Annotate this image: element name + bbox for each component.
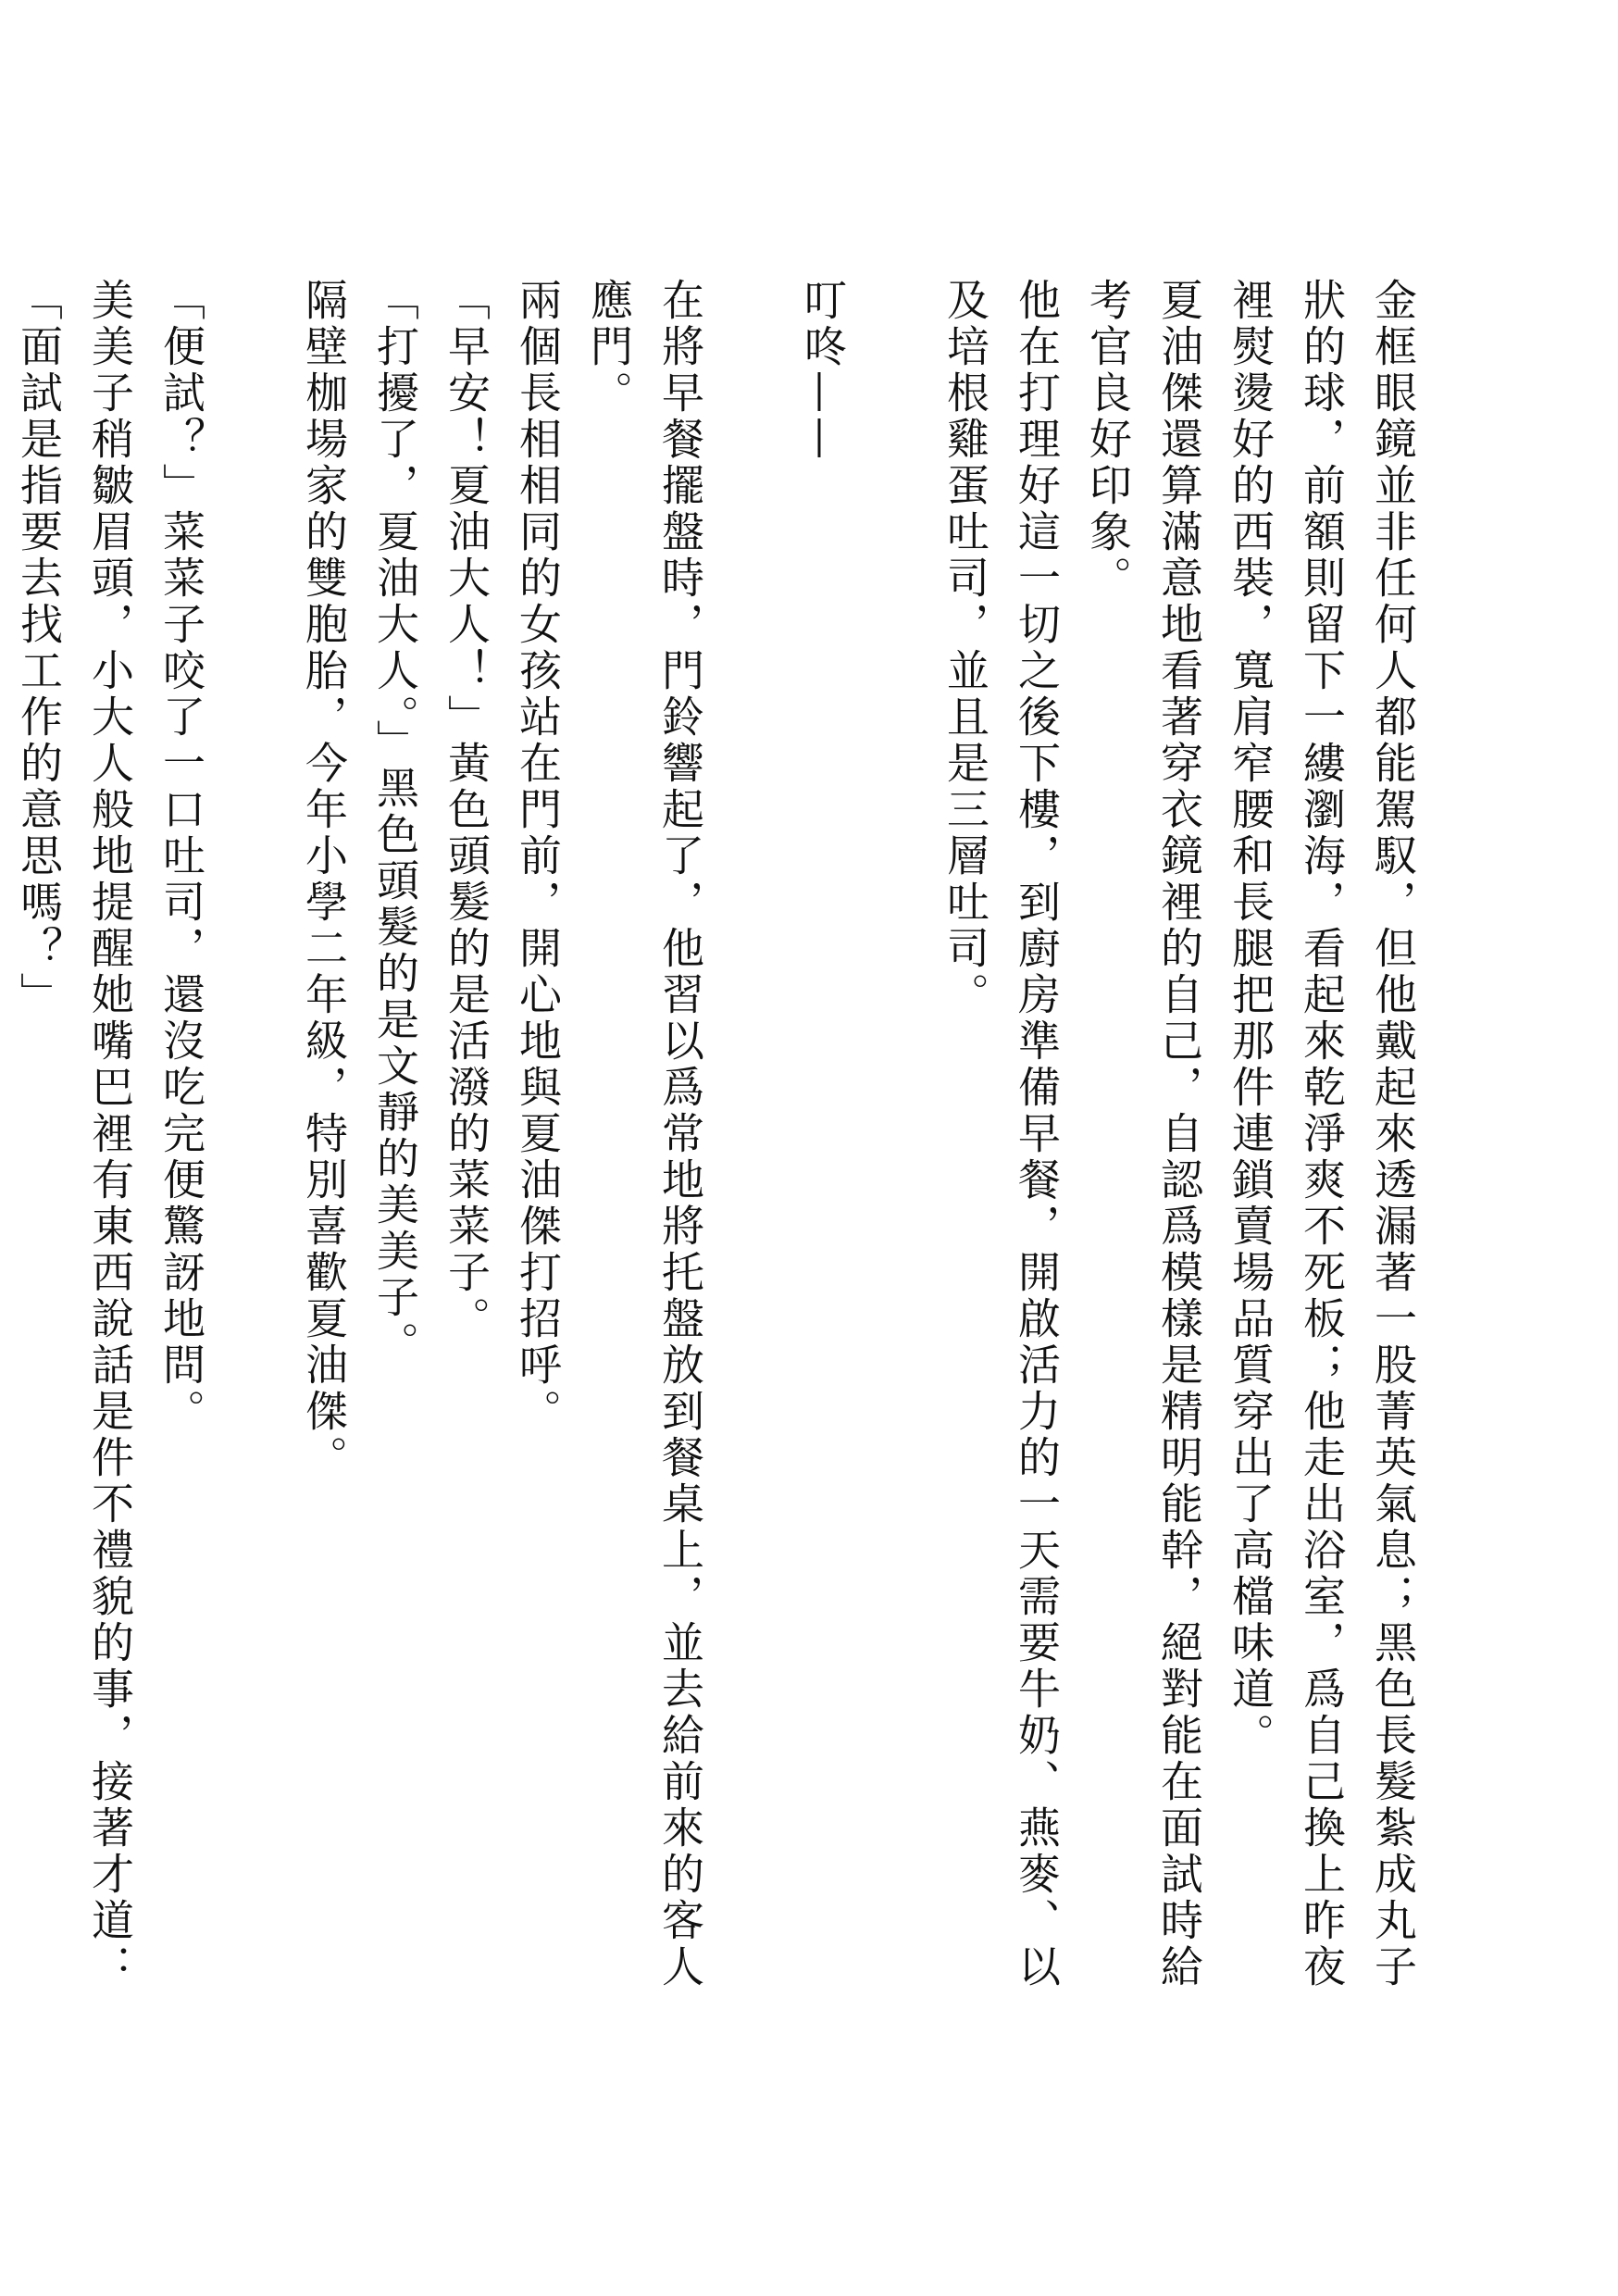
paragraph-6: 兩個長相相同的女孩站在門前，開心地與夏油傑打招呼。 [513,278,563,1435]
paragraph-2: 夏油傑還算滿意地看著穿衣鏡裡的自己，自認爲模樣是精明能幹，絕對能在面試時給考官良好印象。 [1083,278,1204,1990]
paragraph-5: 在將早餐擺盤時，門鈴響起了，他習以爲常地將托盤放到餐桌上，並去給前來的客人應門。 [584,278,705,1990]
paragraph-9: 隔壁枷場家的雙胞胎，今年小學二年級，特別喜歡夏油傑。 [299,278,349,1481]
paragraph-7: 「早安！夏油大人！」黃色頭髮的是活潑的菜菜子。 [442,278,492,1342]
paragraph-11: 美美子稍皺眉頭，小大人般地提醒她嘴巴裡有東西說話是件不禮貌的事，接著才道：「面試是指要去找工作的意思嗎？」 [14,278,135,1990]
paragraph-10: 「便試？」菜菜子咬了一口吐司，還沒吃完便驚訝地問。 [156,278,206,1435]
paragraph-8: 「打擾了，夏油大人。」黑色頭髮的是文靜的美美子。 [370,278,420,1367]
blank-line [858,278,929,2018]
blank-line [217,278,288,2018]
paragraph-3: 他在打理好這一切之後下樓，到廚房準備早餐，開啟活力的一天需要牛奶、燕麥、以及培根雞蛋吐司，並且是三層吐司。 [940,278,1062,1990]
vertical-text-body [0,278,1428,2018]
paragraph-4: 叮咚—— [798,278,848,463]
paragraph-1: 金框眼鏡並非任何人都能駕馭，但他戴起來透漏著一股菁英氣息；黑色長髮紮成丸子狀的球，前額則留下一縷瀏海，看起來乾淨爽不死板；他走出浴室，爲自己換上昨夜裡熨燙好的西裝，寬肩窄腰和長腿把那件連鎖賣場品質穿出了高檔味道。 [1226,278,1418,1990]
paragraph-12 [0,278,3,2018]
blank-line [716,278,787,2018]
